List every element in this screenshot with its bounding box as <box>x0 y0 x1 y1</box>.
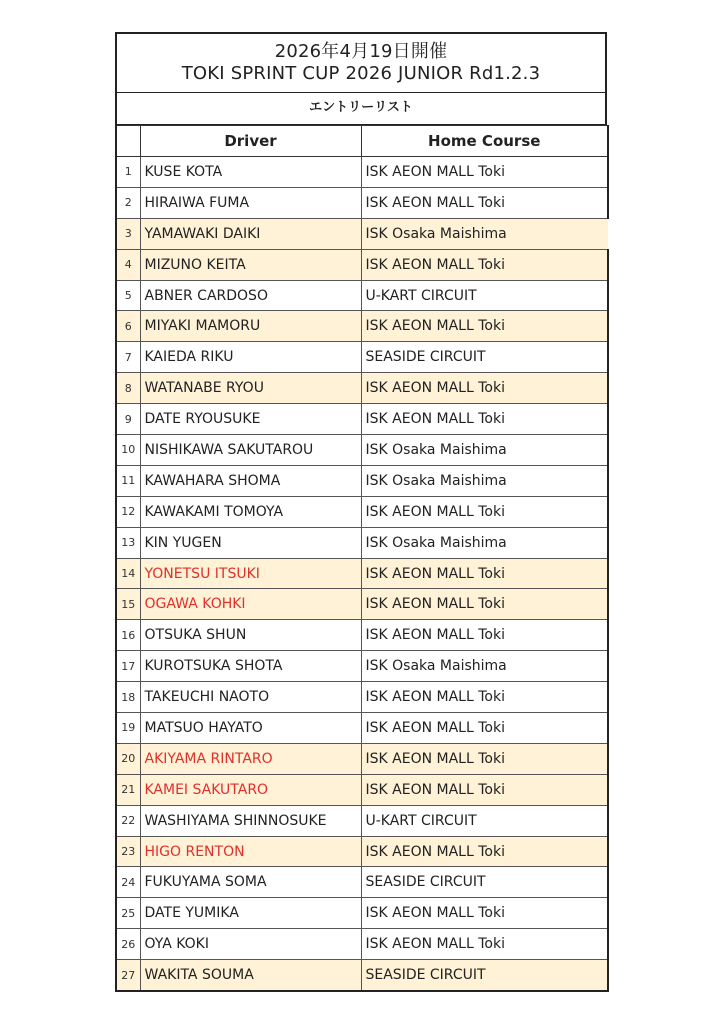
entry-number: 23 <box>116 836 140 867</box>
driver-name: YONETSU ITSUKI <box>140 558 361 589</box>
driver-name: KUROTSUKA SHOTA <box>140 651 361 682</box>
driver-name: TAKEUCHI NAOTO <box>140 682 361 713</box>
driver-name: KUSE KOTA <box>140 157 361 188</box>
entry-rows <box>116 157 608 992</box>
entry-number: 27 <box>116 960 140 991</box>
entry-number: 16 <box>116 620 140 651</box>
home-course: U-KART CIRCUIT <box>361 280 608 311</box>
table-row <box>116 465 608 496</box>
entry-number: 22 <box>116 805 140 836</box>
home-course: ISK AEON MALL Toki <box>361 774 608 805</box>
driver-name: MIZUNO KEITA <box>140 249 361 280</box>
driver-name: KAIEDA RIKU <box>140 342 361 373</box>
entry-number: 24 <box>116 867 140 898</box>
entry-number: 10 <box>116 435 140 466</box>
table-row <box>116 774 608 805</box>
home-course: ISK AEON MALL Toki <box>361 373 608 404</box>
table-row <box>116 805 608 836</box>
home-course: SEASIDE CIRCUIT <box>361 960 608 991</box>
entry-number: 19 <box>116 713 140 744</box>
entry-number: 4 <box>116 249 140 280</box>
table-row <box>116 249 608 280</box>
home-course: ISK Osaka Maishima <box>361 218 608 249</box>
home-course: ISK Osaka Maishima <box>361 465 608 496</box>
home-course: ISK AEON MALL Toki <box>361 743 608 774</box>
entry-number: 12 <box>116 496 140 527</box>
home-course: ISK AEON MALL Toki <box>361 558 608 589</box>
driver-name: KAWAHARA SHOMA <box>140 465 361 496</box>
home-course: ISK AEON MALL Toki <box>361 713 608 744</box>
table-row <box>116 558 608 589</box>
entry-number: 14 <box>116 558 140 589</box>
table-row <box>116 743 608 774</box>
table-row <box>116 404 608 435</box>
driver-name: OYA KOKI <box>140 929 361 960</box>
driver-name: HIGO RENTON <box>140 836 361 867</box>
event-date: 2026年4月19日開催 <box>274 41 448 62</box>
table-header-row <box>116 126 608 157</box>
entry-number: 17 <box>116 651 140 682</box>
list-title: エントリーリスト <box>115 93 607 125</box>
home-course: ISK AEON MALL Toki <box>361 311 608 342</box>
table-row <box>116 187 608 218</box>
driver-name: DATE RYOUSUKE <box>140 404 361 435</box>
column-header-home-course: Home Course <box>361 126 608 157</box>
table-row <box>116 527 608 558</box>
column-header-number <box>116 126 140 157</box>
table-row <box>116 651 608 682</box>
home-course: U-KART CIRCUIT <box>361 805 608 836</box>
home-course: ISK AEON MALL Toki <box>361 249 608 280</box>
home-course: ISK Osaka Maishima <box>361 527 608 558</box>
home-course: ISK AEON MALL Toki <box>361 929 608 960</box>
home-course: ISK Osaka Maishima <box>361 435 608 466</box>
entry-number: 1 <box>116 157 140 188</box>
driver-name: MIYAKI MAMORU <box>140 311 361 342</box>
driver-name: HIRAIWA FUMA <box>140 187 361 218</box>
driver-name: OTSUKA SHUN <box>140 620 361 651</box>
table-row <box>116 373 608 404</box>
table-row <box>116 682 608 713</box>
driver-name: WATANABE RYOU <box>140 373 361 404</box>
driver-name: WASHIYAMA SHINNOSUKE <box>140 805 361 836</box>
table-row <box>116 960 608 991</box>
home-course: ISK AEON MALL Toki <box>361 620 608 651</box>
entry-number: 18 <box>116 682 140 713</box>
entry-number: 26 <box>116 929 140 960</box>
entry-number: 20 <box>116 743 140 774</box>
home-course: ISK AEON MALL Toki <box>361 589 608 620</box>
entry-number: 15 <box>116 589 140 620</box>
driver-name: YAMAWAKI DAIKI <box>140 218 361 249</box>
home-course: ISK AEON MALL Toki <box>361 157 608 188</box>
driver-name: WAKITA SOUMA <box>140 960 361 991</box>
table-row <box>116 620 608 651</box>
home-course: ISK AEON MALL Toki <box>361 682 608 713</box>
table-row <box>116 836 608 867</box>
entry-number: 2 <box>116 187 140 218</box>
home-course: ISK AEON MALL Toki <box>361 496 608 527</box>
table-row <box>116 589 608 620</box>
table-row <box>116 311 608 342</box>
home-course: ISK AEON MALL Toki <box>361 836 608 867</box>
table-row <box>116 435 608 466</box>
driver-name: OGAWA KOHKI <box>140 589 361 620</box>
home-course: SEASIDE CIRCUIT <box>361 867 608 898</box>
driver-name: KIN YUGEN <box>140 527 361 558</box>
home-course: ISK Osaka Maishima <box>361 651 608 682</box>
driver-name: NISHIKAWA SAKUTAROU <box>140 435 361 466</box>
entry-number: 13 <box>116 527 140 558</box>
entry-number: 11 <box>116 465 140 496</box>
home-course: ISK AEON MALL Toki <box>361 187 608 218</box>
entry-number: 9 <box>116 404 140 435</box>
driver-name: FUKUYAMA SOMA <box>140 867 361 898</box>
entry-list-sheet <box>115 32 607 992</box>
entry-number: 8 <box>116 373 140 404</box>
table-row <box>116 898 608 929</box>
table-row <box>116 713 608 744</box>
driver-name: ABNER CARDOSO <box>140 280 361 311</box>
table-row <box>116 496 608 527</box>
table-row <box>116 867 608 898</box>
table-row <box>116 157 608 188</box>
home-course: ISK AEON MALL Toki <box>361 898 608 929</box>
entry-number: 3 <box>116 218 140 249</box>
event-title: TOKI SPRINT CUP 2026 JUNIOR Rd1.2.3 <box>181 63 541 84</box>
entry-number: 6 <box>116 311 140 342</box>
entry-number: 21 <box>116 774 140 805</box>
driver-name: MATSUO HAYATO <box>140 713 361 744</box>
home-course: ISK AEON MALL Toki <box>361 404 608 435</box>
entry-number: 7 <box>116 342 140 373</box>
table-row <box>116 218 608 249</box>
driver-name: KAWAKAMI TOMOYA <box>140 496 361 527</box>
column-header-driver: Driver <box>140 126 361 157</box>
title-block <box>115 32 607 93</box>
entry-number: 25 <box>116 898 140 929</box>
entry-number: 5 <box>116 280 140 311</box>
entry-table <box>115 125 609 992</box>
driver-name: AKIYAMA RINTARO <box>140 743 361 774</box>
table-row <box>116 280 608 311</box>
table-row <box>116 342 608 373</box>
driver-name: KAMEI SAKUTARO <box>140 774 361 805</box>
table-row <box>116 929 608 960</box>
home-course: SEASIDE CIRCUIT <box>361 342 608 373</box>
driver-name: DATE YUMIKA <box>140 898 361 929</box>
